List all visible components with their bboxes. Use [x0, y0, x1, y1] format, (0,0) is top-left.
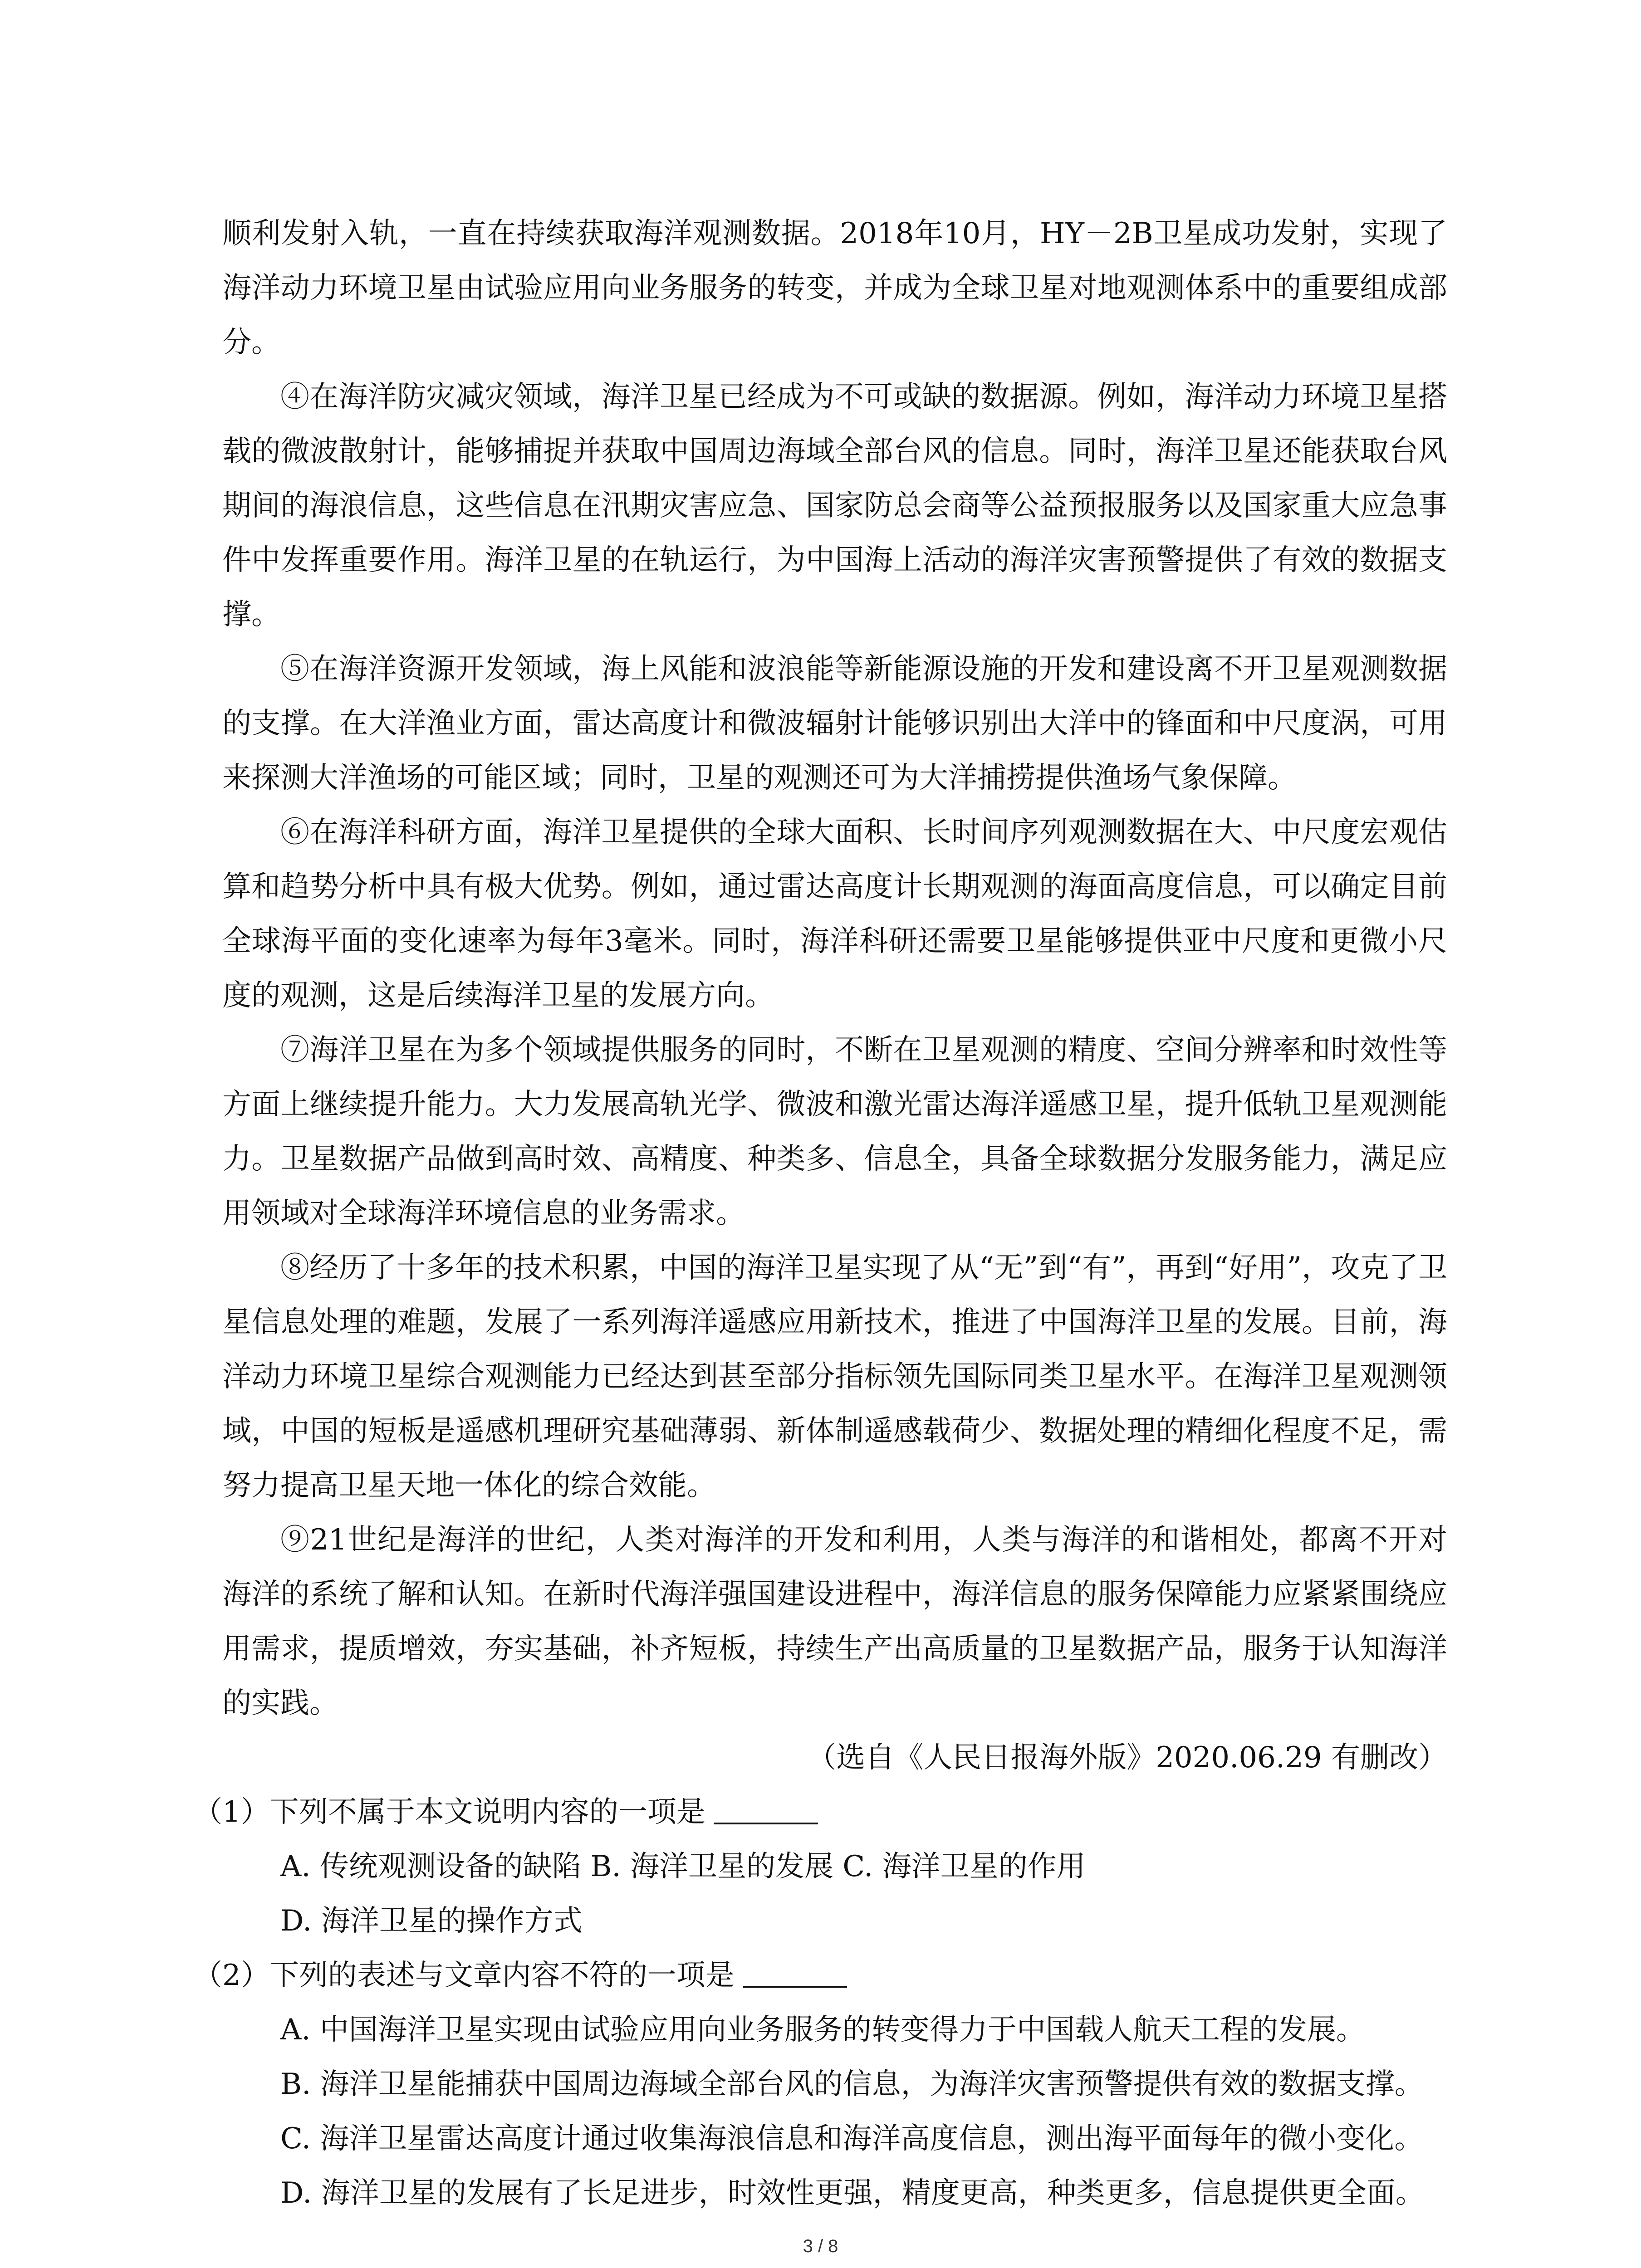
paragraph-3-continued: 顺利发射入轨，一直在持续获取海洋观测数据。2018年10月，HY－2B卫星成功发射，实现了海洋动力环境卫星由试验应用向业务服务的转变，并成为全球卫星对地观测体系中的重要组成部分。 [222, 217, 1447, 359]
question-2 [193, 1948, 1447, 2220]
question-2-option-b: B. 海洋卫星能捕获中国周边海域全部台风的信息，为海洋灾害预警提供有效的数据支撑。 [280, 2068, 1424, 2101]
paragraph-8: ⑧经历了十多年的技术积累，中国的海洋卫星实现了从“无”到“有”，再到“好用”，攻克了卫星信息处理的难题，发展了一系列海洋遥感应用新技术，推进了中国海洋卫星的发展。目前，海洋动力环境卫星综合观测能力已经达到甚至部分指标领先国际同类卫星水平。在海洋卫星观测领域，中国的短板是遥感机理研究基础薄弱、新体制遥感载荷少、数据处理的精细化程度不足，需努力提高卫星天地一体化的综合效能。 [222, 1251, 1447, 1502]
paragraph-7: ⑦海洋卫星在为多个领域提供服务的同时，不断在卫星观测的精度、空间分辨率和时效性等方面上继续提升能力。大力发展高轨光学、微波和激光雷达海洋遥感卫星，提升低轨卫星观测能力。卫星数据产品做到高时效、高精度、种类多、信息全，具备全球数据分发服务能力，满足应用领域对全球海洋环境信息的业务需求。 [222, 1033, 1447, 1230]
answer-blank [714, 1791, 818, 1824]
paragraph-9: ⑨21世纪是海洋的世纪，人类对海洋的开发和利用，人类与海洋的和谐相处，都离不开对海洋的系统了解和认知。在新时代海洋强国建设进程中，海洋信息的服务保障能力应紧紧围绕应用需求，提质增效，夯实基础，补齐短板，持续生产出高质量的卫星数据产品，服务于认知海洋的实践。 [222, 1523, 1447, 1720]
paragraph-5: ⑤在海洋资源开发领域，海上风能和波浪能等新能源设施的开发和建设离不开卫星观测数据的支撑。在大洋渔业方面，雷达高度计和微波辐射计能够识别出大洋中的锋面和中尺度涡，可用来探测大洋渔场的可能区域；同时，卫星的观测还可为大洋捕捞提供渔场气象保障。 [222, 652, 1447, 795]
page-number: 3 / 8 [803, 2236, 838, 2256]
paragraph-4: ④在海洋防灾减灾领域，海洋卫星已经成为不可或缺的数据源。例如，海洋动力环境卫星搭载的微波散射计，能够捕捉并获取中国周边海域全部台风的信息。同时，海洋卫星还能获取台风期间的海浪信息，这些信息在汛期灾害应急、国家防总会商等公益预报服务以及国家重大应急事件中发挥重要作用。海洋卫星的在轨运行，为中国海上活动的海洋灾害预警提供了有效的数据支撑。 [222, 380, 1447, 631]
answer-blank [743, 1954, 847, 1988]
question-2-option-c: C. 海洋卫星雷达高度计通过收集海浪信息和海洋高度信息，测出海平面每年的微小变化。 [280, 2122, 1424, 2156]
question-1-stem: （1）下列不属于本文说明内容的一项是 [193, 1795, 705, 1829]
question-2-option-a: A. 中国海洋卫星实现由试验应用向业务服务的转变得力于中国载人航天工程的发展。 [280, 2013, 1365, 2047]
source-citation: （选自《人民日报海外版》2020.06.29 有删改） [807, 1741, 1447, 1774]
question-2-stem: （2）下列的表述与文章内容不符的一项是 [193, 1959, 735, 1992]
question-2-option-d: D. 海洋卫星的发展有了长足进步，时效性更强，精度更高，种类更多，信息提供更全面。 [280, 2176, 1425, 2210]
article-body [193, 206, 1447, 2220]
question-1 [193, 1785, 1447, 1948]
paragraph-6: ⑥在海洋科研方面，海洋卫星提供的全球大面积、长时间序列观测数据在大、中尺度宏观估算和趋势分析中具有极大优势。例如，通过雷达高度计长期观测的海面高度信息，可以确定目前全球海平面的变化速率为每年3毫米。同时，海洋科研还需要卫星能够提供亚中尺度和更微小尺度的观测，这是后续海洋卫星的发展方向。 [222, 816, 1447, 1012]
question-1-options-line-1: A. 传统观测设备的缺陷 B. 海洋卫星的发展 C. 海洋卫星的作用 [280, 1850, 1086, 1883]
question-1-options-line-2: D. 海洋卫星的操作方式 [280, 1904, 583, 1938]
